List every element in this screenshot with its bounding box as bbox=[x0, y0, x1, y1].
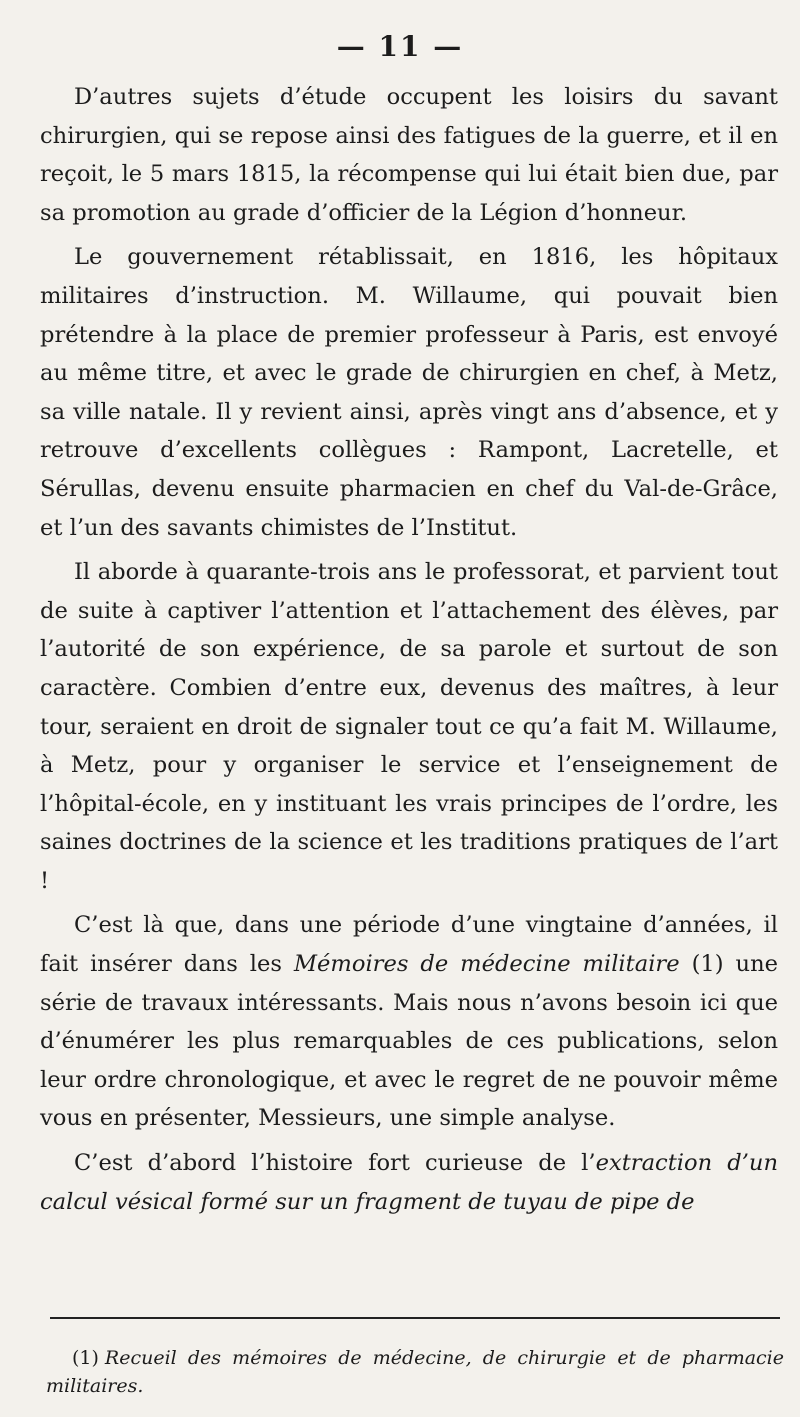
paragraph-4 bbox=[40, 906, 778, 1138]
body-text bbox=[40, 78, 778, 1221]
footnote bbox=[46, 1344, 784, 1400]
paragraph-4-end: une série de travaux intéressants. Mais nous n’avons besoin ici que d’énumérer les plus remarquables de ces publications, selon leur ordre chronologique, et avec le regret de ne pouvoir même vous en présenter, Messieurs, une simple analyse. bbox=[40, 951, 779, 1132]
paragraph-5-start: C’est d’abord l’histoire fort curieuse de l’ bbox=[74, 1150, 596, 1177]
paragraph-5-italic: extraction d’un calcul vésical formé sur un fragment de tuyau de pipe de bbox=[40, 1150, 778, 1215]
footnote-mark: (1) bbox=[72, 1347, 99, 1369]
footnote-reference: (1) bbox=[691, 951, 724, 978]
footnote-text: Recueil des mémoires de médecine, de chirurgie et de pharmacie militaires. bbox=[46, 1347, 784, 1397]
footnote-divider bbox=[50, 1317, 780, 1319]
paragraph-5 bbox=[40, 1144, 778, 1221]
memoires-title: Mémoires de médecine militaire bbox=[293, 951, 680, 978]
paragraph-1: D’autres sujets d’étude occupent les loisirs du savant chirurgien, qui se repose ainsi des fatigues de la guerre, et il en reçoit, le 5 mars 1815, la récompense qui lui était bien due, par sa promotion au grade d’officier de la Légion d’honneur. bbox=[40, 84, 778, 226]
page-number: — 11 — bbox=[336, 30, 464, 63]
paragraph-2: Le gouvernement rétablissait, en 1816, les hôpitaux militaires d’instruction. M. Willaume, qui pouvait bien prétendre à la place de premier professeur à Paris, est envoyé au même titre, et avec le grade de chirurgien en chef, à Metz, sa ville natale. Il y revient ainsi, après vingt ans d’absence, et y retrouve d’excellents collègues : Rampont, Lacretelle, et Sérullas, devenu ensuite pharmacien en chef du Val-de-Grâce, et l’un des savants chimistes de l’Institut. bbox=[40, 244, 778, 541]
paragraph-3: Il aborde à quarante-trois ans le professorat, et parvient tout de suite à captiver l’attention et l’attachement des élèves, par l’autorité de son expérience, de sa parole et surtout de son caractère. Combien d’entre eux, devenus des maîtres, à leur tour, seraient en droit de signaler tout ce qu’a fait M. Willaume, à Metz, pour y organiser le service et l’enseignement de l’hôpital-école, en y instituant les vrais principes de l’ordre, les saines doctrines de la science et les traditions pratiques de l’art ! bbox=[40, 559, 778, 894]
paragraph-4-start: C’est là que, dans une période d’une vingtaine d’années, il fait insérer dans les bbox=[40, 912, 778, 978]
